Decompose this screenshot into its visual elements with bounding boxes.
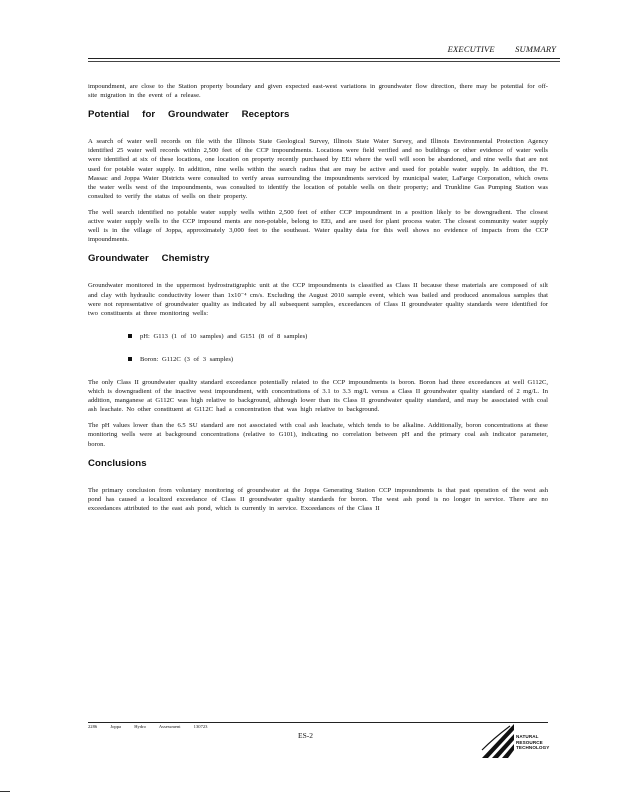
- crop-mark: [0, 791, 10, 792]
- paragraph: The primary conclusion from voluntary monitoring of groundwater at the Joppa Generating Station CCP impoundments is that past operation of the west ash pond has caused a localized exceedance of Class II groundwater quality standards for boron. The west ash pond is no longer in service. There are no exceedances attributed to the east ash pond, which is currently in service. Exceedances of the Class II: [88, 486, 548, 512]
- paragraph: The pH values lower than the 6.5 SU standard are not associated with coal ash leachate, which tends to be alkaline. Additionally, boron concentrations at these monitoring wells were at background concentrations (relative to G101), indicating no correlation between pH and the primary coal ash indicator parameter, boron.: [88, 422, 548, 448]
- section-heading-receptors: Potential for Groundwater Receptors: [88, 109, 290, 121]
- footer-rule: [88, 722, 548, 723]
- paragraph: Groundwater monitored in the uppermost hydrostratigraphic unit at the CCP impoundments is classified as Class II because these materials are composed of silt and clay with hydraulic conductivity lower than 1x10⁻⁴ cm/s. Excluding the August 2010 sample event, which was bailed and produced anomalous samples that were not representative of groundwater quality as indicated by all subsequent samples, exceedances of Class II groundwater quality standards were identified for two constituents at three monitoring wells:: [88, 282, 548, 317]
- logo-line: NATURAL: [516, 734, 539, 739]
- footer-project-code: 2286 Joppa Hydro Assessment 130723: [88, 724, 208, 729]
- nrt-logo: [480, 720, 560, 760]
- list-item: Boron: G112C (3 of 3 samples): [128, 355, 548, 364]
- section-heading-chemistry: Groundwater Chemistry: [88, 253, 210, 265]
- list-item: pH: G113 (1 of 10 samples) and G151 (8 of 8 samples): [128, 332, 548, 341]
- running-header: EXECUTIVE SUMMARY: [447, 44, 556, 54]
- paragraph: The well search identified no potable water supply wells within 2,500 feet of either CCP impoundment in a position likely to be downgradient. The closest active water supply wells to the CCP impound ments are non-potable, belong to EEi, and are used for plant process water. The closest community water supply well is in the village of Joppa, approximately 3,000 feet to the southeast. Water quality data for this well shows no evidence of impacts from the CCP impoundments.: [88, 208, 548, 244]
- logo-line: TECHNOLOGY: [516, 745, 550, 751]
- header-rule-thin: [88, 61, 560, 62]
- section-heading-conclusions: Conclusions: [88, 457, 147, 469]
- logo-line: RESOURCE: [516, 739, 543, 745]
- paragraph: The only Class II groundwater quality standard exceedance potentially related to the CCP impoundments is boron. Boron had three exceedances at well G112C, which is downgradient of the inactive west impoundment, with concentrations of 3.1 to 3.3 mg/L versus a Class II groundwater quality standard of 2 mg/L. In addition, manganese at G112C was high relative to background, although lower than its Class II groundwater quality standard, and may be associated with coal ash leachate. No other constituent at G112C had a concentration that was high relative to background.: [88, 378, 548, 414]
- logo-wordmark: [516, 734, 549, 751]
- header-rule: [88, 58, 560, 59]
- page-number: ES-2: [298, 731, 313, 740]
- intro-paragraph: impoundment, are close to the Station property boundary and given expected east-west variations in groundwater flow direction, there may be potential for off-site migration in the event of a release.: [88, 83, 548, 100]
- body-content: [88, 82, 548, 520]
- exceedance-list: [88, 332, 548, 364]
- logo-waves-icon: [480, 720, 516, 760]
- paragraph: A search of water well records on file with the Illinois State Geological Survey, Illinois State Water Survey, and Illinois Environmental Protection Agency identified 25 water well records within 2,500 feet of the CCP impoundments. Locations were field verified and no buildings or other evidence of water wells were identified at six of these locations, one location on property recently purchased by EEi where the well will soon be abandoned, and nine wells that are not used for potable water supply. In addition, nine wells within the search radius that are may be active and used for potable water supply. In addition, the Ft. Massac and Joppa Water Districts were consulted to verify areas surrounding the impoundments serviced by municipal water, LaFarge Corporation, which owns the water wells west of the impoundments, was consulted to identify the location of potable wells on their property; and Trunkline Gas Pumping Station was consulted to verify the status of wells on their property.: [88, 138, 548, 200]
